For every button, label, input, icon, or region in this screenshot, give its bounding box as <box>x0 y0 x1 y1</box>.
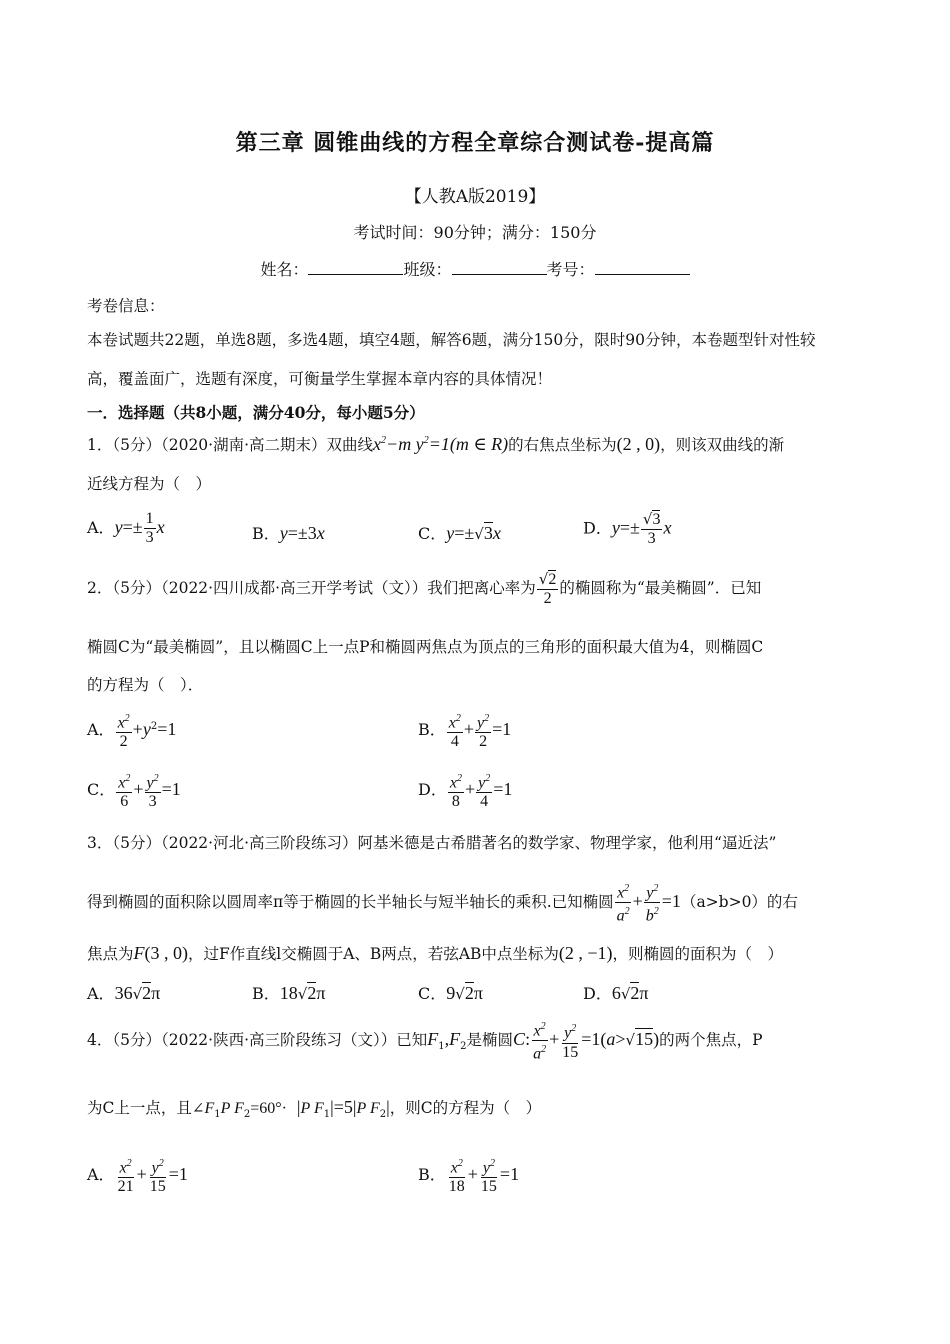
question-1: 1．（5分）（2020·湖南·高二期末）双曲线$x^2-m$ $y^2=1(m$ ∈ R)的右焦点坐标为(2 , 0)，则该双曲线的渐 <box>87 434 785 454</box>
student-info-row <box>0 257 950 280</box>
question-3-line-3: 焦点为F(3 , 0)，过F作直线l交椭圆于A、B两点，若弦AB中点坐标为(2 , −1)，则椭圆的面积为（ ） <box>87 943 784 963</box>
name-label: 姓名： <box>260 260 309 279</box>
q1-option-b[interactable]: B．y=±3x <box>252 523 325 543</box>
question-4: 4．（5分）（2022·陕西·高三阶段练习（文））已知$F_1,F_2$是椭圆C: $\frac{x^2}{a^2}$ + $\frac{y^2}{15}$ =1(a>√15)的两个焦点，P <box>87 1018 763 1064</box>
number-blank[interactable] <box>595 260 690 275</box>
q3-option-d[interactable]: D．6√2π <box>583 983 649 1003</box>
info-line-2: 高，覆盖面广，选题有深度，可衡量学生掌握本章内容的具体情况！ <box>87 370 553 388</box>
page-title: 第三章 圆锥曲线的方程全章综合测试卷-提高篇 <box>235 130 715 156</box>
info-heading: 考卷信息： <box>87 297 165 315</box>
q4-option-a[interactable]: A． $\frac{x^2}{21}$ + $\frac{y^2}{15}$ =1 <box>87 1155 188 1196</box>
q3-option-a[interactable]: A．36√2π <box>87 983 161 1003</box>
q1-equation: $x^2-m$ $y^2=1(m$ ∈ R) <box>373 434 509 454</box>
question-1-line-2: 近线方程为（ ） <box>87 475 212 493</box>
q3-option-c[interactable]: C．9√2π <box>418 983 483 1003</box>
q2-option-c[interactable]: C． $\frac{x^2}{6}$ + $\frac{y^2}{3}$ =1 <box>87 770 181 811</box>
class-blank[interactable] <box>452 260 547 275</box>
name-blank[interactable] <box>308 260 403 275</box>
q1-option-c[interactable]: C．y=±√3x <box>418 523 501 543</box>
q1-focus: (2 , 0) <box>616 434 661 454</box>
q3-option-b[interactable]: B．18√2π <box>252 983 326 1003</box>
q2-option-b[interactable]: B． $\frac{x^2}{4}$ + $\frac{y^2}{2}$ =1 <box>418 710 511 751</box>
question-3-line-2: 得到椭圆的面积除以圆周率π等于椭圆的长半轴长与短半轴长的乘积.已知椭圆 $\frac{x^2}{a^2}$ + $\frac{y^2}{b^2}$ =1（a>b>0）的右 <box>87 880 798 926</box>
q2-option-a[interactable]: A． $\frac{x^2}{2}$ $+y^2=1$ <box>87 710 176 751</box>
q2-eccentricity: $\frac{√2}{2}$ <box>538 570 557 607</box>
info-line-1: 本卷试题共22题，单选8题，多选4题，填空4题，解答6题，满分150分，限时90分钟，本卷题型针对性较 <box>87 331 816 349</box>
question-2-line-3: 的方程为（ ）． <box>87 676 204 694</box>
q1-option-a[interactable]: A．y=± $\frac{1}{3}$ x <box>87 510 165 546</box>
edition-label: 【人教A版2019】 <box>404 187 546 207</box>
question-2: 2．（5分）（2022·四川成都·高三开学考试（文））我们把离心率为 $\frac{√2}{2}$ 的椭圆称为“最美椭圆”．已知 <box>87 570 762 607</box>
question-4-line-2: 为C上一点，且$\angle F_1P$ $F_2=60^\circ\cdot |P$ $F_1|=5|P$ $F_2|$，则C的方程为（ ） <box>87 1097 542 1121</box>
class-label: 班级： <box>403 260 452 279</box>
exam-info: 考试时间：90分钟；满分：150分 <box>353 223 597 242</box>
q1-option-d[interactable]: D．y=± $\frac{√3}{3}$ x <box>583 510 672 547</box>
section-heading: 一．选择题（共8小题，满分40分，每小题5分） <box>87 403 425 422</box>
question-2-line-2: 椭圆C为“最美椭圆”，且以椭圆C上一点P和椭圆两焦点为顶点的三角形的面积最大值为4，则椭圆C <box>87 638 764 656</box>
q4-option-b[interactable]: B． $\frac{x^2}{18}$ + $\frac{y^2}{15}$ =1 <box>418 1155 519 1196</box>
question-3: 3．（5分）（2022·河北·高三阶段练习）阿基米德是古希腊著名的数学家、物理学家，他利用“逼近法” <box>87 834 777 852</box>
q2-option-d[interactable]: D． $\frac{x^2}{8}$ + $\frac{y^2}{4}$ =1 <box>418 770 512 811</box>
number-label: 考号： <box>546 260 595 279</box>
